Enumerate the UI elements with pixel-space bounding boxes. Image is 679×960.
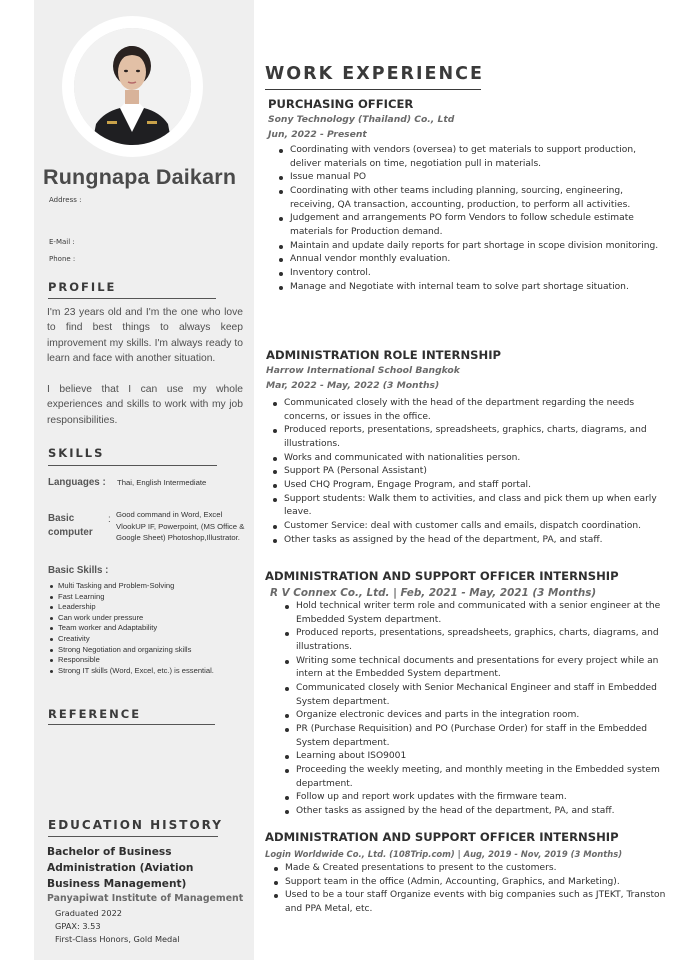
profile-divider bbox=[48, 298, 216, 299]
job-bullet: Issue manual PO bbox=[276, 171, 666, 185]
job-bullet: Learning about ISO9001 bbox=[282, 750, 668, 764]
profile-photo-illustration bbox=[74, 28, 191, 145]
job-bullet: Maintain and update daily reports for part shortage in scope division monitoring. bbox=[276, 240, 666, 254]
reference-heading: REFERENCE bbox=[48, 707, 142, 721]
job-bullet: Organize electronic devices and parts in the integration room. bbox=[282, 709, 668, 723]
job-bullet: Used to be a tour staff Organize events with big companies such as JTEKT, Transton and PPA Metal, etc. bbox=[271, 889, 667, 916]
basic-computer-label: Basic computer bbox=[48, 513, 93, 538]
basic-skill-item: Strong Negotiation and organizing skills bbox=[48, 645, 214, 656]
job-bullet: Coordinating with vendors (oversea) to get materials to support production, deliver materials on time, negotiation pull in materials. bbox=[276, 144, 666, 171]
basic-skill-item: Can work under pressure bbox=[48, 613, 214, 624]
job-bullet: Works and communicated with nationalities person. bbox=[270, 452, 666, 466]
job-title: ADMINISTRATION ROLE INTERNSHIP bbox=[266, 348, 502, 362]
work-experience-heading: WORK EXPERIENCE bbox=[265, 64, 484, 84]
basic-skill-item: Creativity bbox=[48, 634, 214, 645]
job-responsibilities bbox=[270, 397, 666, 547]
basic-computer-value: Good command in Word, Excel VlookUP IF, Powerpoint, (MS Office & Google Sheet) Photoshop,Illustrator. bbox=[116, 510, 245, 542]
basic-skill-item: Strong IT skills (Word, Excel, etc.) is essential. bbox=[48, 666, 214, 677]
education-graduated: Graduated 2022 bbox=[55, 908, 123, 918]
job-responsibilities bbox=[271, 862, 667, 917]
basic-skill-item: Team worker and Adaptability bbox=[48, 623, 214, 634]
job-bullet: Other tasks as assigned by the head of the department, PA, and staff. bbox=[282, 805, 668, 819]
basic-skills-list bbox=[48, 581, 214, 676]
job-bullet: Produced reports, presentations, spreadsheets, graphics, charts, diagrams, and illustrations. bbox=[270, 424, 666, 451]
job-bullet: Other tasks as assigned by the head of the department, PA, and staff. bbox=[270, 534, 666, 548]
education-gpax: GPAX: 3.53 bbox=[55, 921, 101, 931]
job-bullet: Support PA (Personal Assistant) bbox=[270, 465, 666, 479]
job-bullet: Proceeding the weekly meeting, and monthly meeting in the Embedded system department. bbox=[282, 764, 668, 791]
profile-photo bbox=[74, 28, 191, 145]
job-company: Harrow International School Bangkok bbox=[266, 365, 460, 376]
address-label: Address : bbox=[49, 196, 82, 204]
reference-divider bbox=[48, 724, 215, 725]
job-bullet: Manage and Negotiate with internal team to solve part shortage situation. bbox=[276, 281, 666, 295]
job-company: Sony Technology (Thailand) Co., Ltd bbox=[268, 114, 455, 125]
education-school: Panyapiwat Institute of Management bbox=[47, 893, 244, 904]
job-bullet: Support students: Walk them to activities, and class and pick them up when early leave. bbox=[270, 493, 666, 520]
education-degree: Bachelor of Business Administration (Aviation Business Management) bbox=[47, 846, 194, 891]
job-bullet: Communicated closely with Senior Mechanical Engineer and staff in Embedded System department. bbox=[282, 682, 668, 709]
job-bullet: Customer Service: deal with customer calls and emails, dispatch coordination. bbox=[270, 520, 666, 534]
job-responsibilities bbox=[276, 144, 666, 294]
basic-computer-colon: : bbox=[108, 514, 111, 525]
job-bullet: Produced reports, presentations, spreadsheets, graphics, charts, diagrams, and illustrations. bbox=[282, 627, 668, 654]
job-company-dates: Login Worldwide Co., Ltd. (108Trip.com) | Aug, 2019 - Nov, 2019 (3 Months) bbox=[265, 849, 623, 859]
basic-skill-item: Multi Tasking and Problem-Solving bbox=[48, 581, 214, 592]
languages-value: Thai, English Intermediate bbox=[117, 478, 207, 487]
job-bullet: Writing some technical documents and presentations for every project while an intern at the Embedded System department. bbox=[282, 655, 668, 682]
job-bullet: PR (Purchase Requisition) and PO (Purchase Order) for staff in the Embedded System department. bbox=[282, 723, 668, 750]
skills-heading: SKILLS bbox=[48, 446, 105, 460]
job-bullet: Annual vendor monthly evaluation. bbox=[276, 253, 666, 267]
profile-heading: PROFILE bbox=[48, 280, 117, 294]
work-experience-divider bbox=[265, 89, 481, 90]
education-heading: EDUCATION HISTORY bbox=[48, 818, 223, 832]
basic-skill-item: Leadership bbox=[48, 602, 214, 613]
job-bullet: Communicated closely with the head of the department regarding the needs concerns, or issues in the office. bbox=[270, 397, 666, 424]
job-bullet: Made & Created presentations to present to the customers. bbox=[271, 862, 667, 876]
basic-skill-item: Responsible bbox=[48, 655, 214, 666]
job-bullet: Hold technical writer term role and communicated with a senior engineer at the Embedded System department. bbox=[282, 600, 668, 627]
profile-paragraph-2: I believe that I can use my whole experiences and skills to work with my job responsibilities. bbox=[47, 384, 243, 426]
job-title: ADMINISTRATION AND SUPPORT OFFICER INTERNSHIP bbox=[265, 569, 619, 583]
job-bullet: Coordinating with other teams including planning, sourcing, engineering, receiving, QA transaction, accounting, production, to perform all activities. bbox=[276, 185, 666, 212]
phone-label: Phone : bbox=[49, 255, 76, 263]
sidebar bbox=[34, 0, 254, 960]
email-label: E-Mail : bbox=[49, 238, 75, 246]
education-honors: First-Class Honors, Gold Medal bbox=[55, 934, 180, 944]
job-bullet: Inventory control. bbox=[276, 267, 666, 281]
job-title: ADMINISTRATION AND SUPPORT OFFICER INTERNSHIP bbox=[265, 830, 619, 844]
job-company-dates: R V Connex Co., Ltd. | Feb, 2021 - May, 2021 (3 Months) bbox=[270, 587, 597, 599]
job-bullet: Support team in the office (Admin, Accounting, Graphics, and Marketing). bbox=[271, 876, 667, 890]
job-dates: Jun, 2022 - Present bbox=[268, 129, 367, 140]
candidate-name: Rungnapa Daikarn bbox=[43, 165, 237, 189]
job-bullet: Judgement and arrangements PO form Vendors to follow schedule estimate materials for Production demand. bbox=[276, 212, 666, 239]
languages-label: Languages : bbox=[48, 477, 106, 488]
profile-photo-frame bbox=[62, 16, 203, 157]
profile-paragraph-1: I'm 23 years old and I'm the one who love to find best things to always keep improvement my skills. I'm always ready to learn and face with another situation. bbox=[47, 307, 243, 365]
education-divider bbox=[48, 836, 218, 837]
skills-divider bbox=[48, 465, 217, 466]
basic-skills-label: Basic Skills : bbox=[48, 565, 109, 576]
job-bullet: Follow up and report work updates with the firmware team. bbox=[282, 791, 668, 805]
job-dates: Mar, 2022 - May, 2022 (3 Months) bbox=[266, 380, 440, 391]
basic-skill-item: Fast Learning bbox=[48, 592, 214, 603]
job-title: PURCHASING OFFICER bbox=[268, 97, 414, 111]
job-bullet: Used CHQ Program, Engage Program, and staff portal. bbox=[270, 479, 666, 493]
job-responsibilities bbox=[282, 600, 668, 819]
